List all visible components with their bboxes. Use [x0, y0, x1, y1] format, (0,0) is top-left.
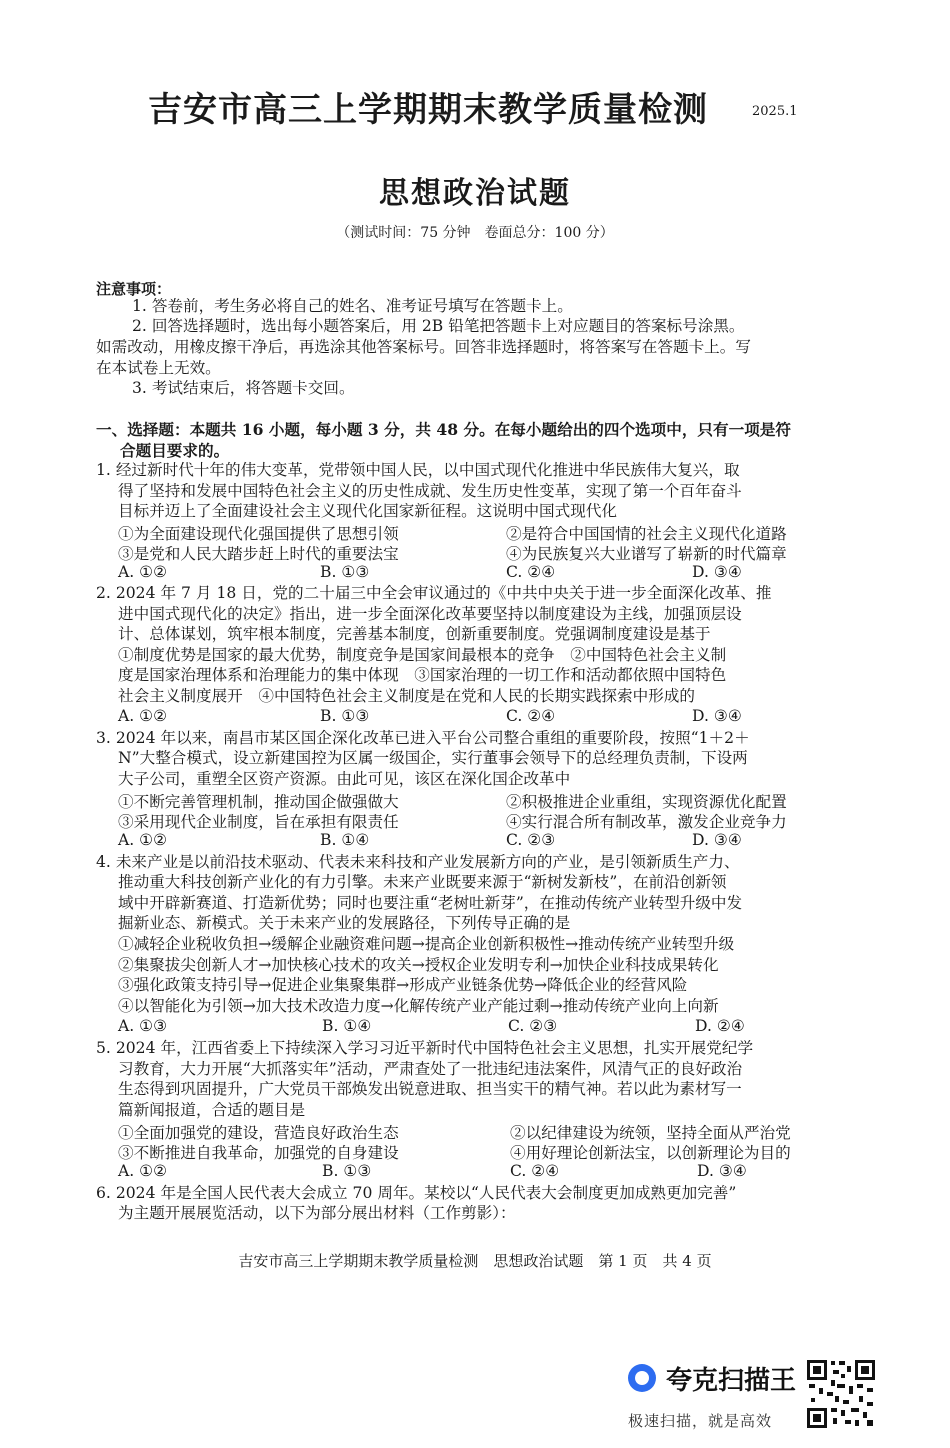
answer-choice-a: A. ①② — [118, 831, 168, 849]
section-heading-line: 一、选择题：本题共 16 小题，每小题 3 分，共 48 分。在每小题给出的四个选项中，只有一项是符 — [96, 420, 791, 439]
answer-choice-b: B. ①③ — [320, 563, 370, 581]
question-stem-line: 计、总体谋划，筑牢根本制度，完善基本制度，创新重要制度。党强调制度建设是基于 — [118, 625, 711, 643]
statement-option: ③是党和人民大踏步赶上时代的重要法宝 — [118, 545, 399, 563]
question-stem-line: 3. 2024 年以来，南昌市某区国企深化改革已进入平台公司整合重组的重要阶段，按照“1＋2＋ — [96, 729, 750, 747]
answer-choice-c: C. ②③ — [508, 1017, 558, 1035]
answer-choice-d: D. ③④ — [692, 831, 742, 849]
question-stem-line: ④以智能化为引领→加大技术改造力度→化解传统产业产能过剩→推动传统产业向上向新 — [118, 997, 719, 1015]
section-heading — [96, 420, 791, 461]
question-stem-line: ①制度优势是国家的最大优势，制度竞争是国家间最根本的竞争 ②中国特色社会主义制 — [118, 646, 727, 664]
statement-option: ②以纪律建设为统领，坚持全面从严治党 — [510, 1124, 791, 1142]
answer-choice-c: C. ②④ — [506, 707, 556, 725]
answer-choice-b: B. ①④ — [322, 1017, 372, 1035]
question-stem-line: N”大整合模式，设立新建国控为区属一级国企，实行董事会领导下的总经理负责制，下设两 — [118, 749, 748, 767]
statement-option: ①全面加强党的建设，营造良好政治生态 — [118, 1124, 399, 1142]
answer-choice-b: B. ①④ — [320, 831, 370, 849]
statement-option: ④用好理论创新法宝，以创新理论为目的 — [510, 1144, 791, 1162]
question-stem-line: 大子公司，重塑全区资产资源。由此可见，该区在深化国企改革中 — [118, 770, 571, 788]
scanner-brand-name: 夸克扫描王 — [666, 1366, 797, 1396]
question-stem-line: 为主题开展展览活动，以下为部分展出材料（工作剪影）： — [118, 1204, 516, 1222]
answer-choice-a: A. ①② — [118, 563, 168, 581]
answer-choice-d: D. ③④ — [697, 1162, 747, 1180]
question-stem-line: 目标并迈上了全面建设社会主义现代化国家新征程。这说明中国式现代化 — [118, 502, 618, 520]
question-stem-line: ③强化政策支持引导→促进企业集聚集群→形成产业链条优势→降低企业的经营风险 — [118, 976, 688, 994]
question-stem-line: 度是国家治理体系和治理能力的集中体现 ③国家治理的一切工作和活动都依照中国特色 — [118, 666, 727, 684]
question-stem-line: 5. 2024 年，江西省委上下持续深入学习习近平新时代中国特色社会主义思想，扎实开展党纪学 — [96, 1039, 754, 1057]
question-stem-line: 6. 2024 年是全国人民代表大会成立 70 周年。某校以“人民代表大会制度更加成熟更加完善” — [96, 1184, 737, 1202]
answer-choice-a: A. ①② — [118, 707, 168, 725]
notes-line: 在本试卷上无效。 — [96, 359, 221, 377]
answer-choice-a: A. ①③ — [118, 1017, 168, 1035]
statement-option: ③不断推进自我革命，加强党的自身建设 — [118, 1144, 399, 1162]
question-stem-line: 推动重大科技创新产业化的有力引擎。未来产业既要来源于“新树发新枝”，在前沿创新领 — [118, 873, 727, 891]
question-stem-line: 篇新闻报道，合适的题目是 — [118, 1101, 306, 1119]
statement-option: ②积极推进企业重组，实现资源优化配置 — [506, 793, 787, 811]
question-stem-line: 进中国式现代化的决定》指出，进一步全面深化改革要坚持以制度建设为主线，加强顶层设 — [118, 605, 742, 623]
answer-choice-a: A. ①② — [118, 1162, 168, 1180]
answer-choice-d: D. ③④ — [692, 707, 742, 725]
scanner-slogan: 极速扫描，就是高效 — [628, 1412, 773, 1430]
exam-date: 2025.1 — [752, 104, 798, 119]
qr-code-icon — [805, 1358, 877, 1430]
statement-option: ④实行混合所有制改革，激发企业竞争力 — [506, 813, 787, 831]
question-stem-line: 2. 2024 年 7 月 18 日，党的二十届三中全会审议通过的《中共中央关于进一步全面深化改革、推 — [96, 584, 772, 602]
statement-option: ③采用现代企业制度，旨在承担有限责任 — [118, 813, 399, 831]
question-stem-line: 域中开辟新赛道、打造新优势；同时也要注重“老树吐新芽”，在推动传统产业转型升级中发 — [118, 894, 743, 912]
answer-choice-c: C. ②④ — [506, 563, 556, 581]
question-stem-line: ①减轻企业税收负担→缓解企业融资难问题→提高企业创新积极性→推动传统产业转型升级 — [118, 935, 735, 953]
statement-option: ①不断完善管理机制，推动国企做强做大 — [118, 793, 399, 811]
question-stem-line: 1. 经过新时代十年的伟大变革，党带领中国人民，以中国式现代化推进中华民族伟大复兴，取 — [96, 461, 740, 479]
notes-line: 3. 考试结束后，将答题卡交回。 — [132, 379, 355, 397]
question-stem-line: 得了坚持和发展中国特色社会主义的历史性成就、发生历史性变革，实现了第一个百年奋斗 — [118, 482, 742, 500]
answer-choice-c: C. ②④ — [510, 1162, 560, 1180]
statement-option: ②是符合中国国情的社会主义现代化道路 — [506, 525, 787, 543]
notes-line: 2. 回答选择题时，选出每小题答案后，用 2B 铅笔把答题卡上对应题目的答案标号涂黑。 — [132, 317, 745, 335]
answer-choice-b: B. ①③ — [320, 707, 370, 725]
notes-line: 如需改动，用橡皮擦干净后，再选涂其他答案标号。回答非选择题时，将答案写在答题卡上。写 — [96, 338, 751, 356]
answer-choice-d: D. ②④ — [695, 1017, 745, 1035]
question-stem-line: 习教育，大力开展“大抓落实年”活动，严肃查处了一批违纪违法案件，风清气正的良好政治 — [118, 1060, 743, 1078]
question-stem-line: 社会主义制度展开 ④中国特色社会主义制度是在党和人民的长期实践探索中形成的 — [118, 687, 695, 705]
subject-title: 思想政治试题 — [379, 176, 571, 211]
exam-time-info: （测试时间：75 分钟 卷面总分：100 分） — [336, 225, 614, 241]
answer-choice-d: D. ③④ — [692, 563, 742, 581]
statement-option: ①为全面建设现代化强国提供了思想引领 — [118, 525, 399, 543]
scanner-logo-icon — [628, 1364, 656, 1392]
question-stem-line: 4. 未来产业是以前沿技术驱动、代表未来科技和产业发展新方向的产业，是引领新质生产力、 — [96, 853, 740, 871]
notes-heading: 注意事项： — [96, 280, 172, 298]
answer-choice-b: B. ①③ — [322, 1162, 372, 1180]
answer-choice-c: C. ②③ — [506, 831, 556, 849]
exam-title: 吉安市高三上学期期末教学质量检测 — [148, 90, 708, 130]
page-footer: 吉安市高三上学期期末教学质量检测 思想政治试题 第 1 页 共 4 页 — [238, 1252, 712, 1270]
notes-line: 1. 答卷前，考生务必将自己的姓名、准考证号填写在答题卡上。 — [132, 297, 573, 315]
section-heading-line: 合题目要求的。 — [120, 440, 230, 460]
question-stem-line: 生态得到巩固提升，广大党员干部焕发出锐意进取、担当实干的精气神。若以此为素材写一 — [118, 1080, 742, 1098]
statement-option: ④为民族复兴大业谱写了崭新的时代篇章 — [506, 545, 787, 563]
question-stem-line: ②集聚拔尖创新人才→加快核心技术的攻关→授权企业发明专利→加快企业科技成果转化 — [118, 956, 719, 974]
question-stem-line: 掘新业态、新模式。关于未来产业的发展路径，下列传导正确的是 — [118, 914, 571, 932]
